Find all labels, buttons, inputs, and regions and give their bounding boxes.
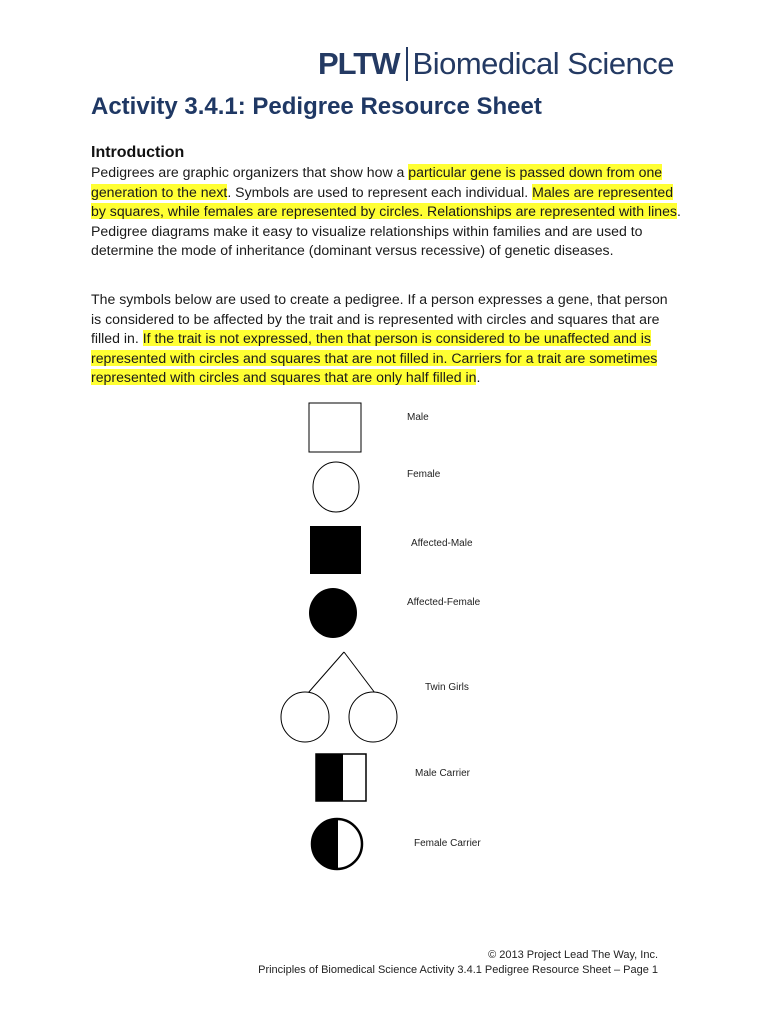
section-heading-introduction: Introduction	[91, 144, 185, 161]
pedigree-symbols-legend	[270, 395, 530, 885]
affected-male-symbol	[310, 526, 361, 574]
intro-paragraph-1	[91, 163, 681, 261]
twin-girl-left-symbol	[281, 692, 329, 742]
logo-text: Biomedical Science	[412, 46, 675, 81]
symbol-label-twin-girls: Twin Girls	[425, 682, 469, 693]
intro-p1-highlight-1: particular gene is passed down from one generation to the next	[91, 164, 663, 200]
male-carrier-fill	[316, 754, 343, 801]
twin-line-right	[344, 652, 375, 693]
intro-p2-highlight: If the trait is not expressed, then that person is considered to be unaffected and is represented with circles and squares that are not filled in. Carriers for a trait are sometimes represented with circles and squares that are only half filled in	[91, 330, 658, 385]
twin-girl-right-symbol	[349, 692, 397, 742]
pedigree-symbols-figure	[270, 395, 530, 885]
intro-p1-highlight-2: Males are represented by squares, while females are represented by circles. Relationships are represented with lines	[91, 183, 677, 219]
symbol-label-male: Male	[407, 412, 429, 423]
page-title: Activity 3.4.1: Pedigree Resource Sheet	[91, 93, 542, 120]
logo-divider	[406, 47, 408, 81]
symbol-label-male-carrier: Male Carrier	[415, 768, 471, 779]
symbol-label-female: Female	[407, 469, 441, 480]
female-symbol	[313, 462, 359, 512]
symbol-label-female-carrier: Female Carrier	[414, 838, 481, 849]
symbol-label-affected-male: Affected-Male	[411, 538, 473, 549]
footer-copyright: © 2013 Project Lead The Way, Inc.	[488, 949, 658, 961]
female-carrier-fill	[312, 819, 337, 869]
intro-paragraph-2	[91, 290, 681, 388]
symbol-label-affected-female: Affected-Female	[407, 597, 481, 608]
intro-p1-text-b: . Symbols are used to represent each individual.	[227, 183, 533, 200]
intro-p1-text-a: Pedigrees are graphic organizers that show how a	[91, 164, 409, 180]
twin-line-left	[308, 652, 344, 693]
pltw-logo	[318, 44, 674, 84]
intro-p2-text-b: .	[476, 369, 481, 385]
intro-p1-text-c: . Pedigree diagrams make it easy to visualize relationships within families and are used to determine the mode of inheritance (dominant versus recessive) of genetic diseases.	[91, 203, 681, 258]
footer-page-line: Principles of Biomedical Science Activity 3.4.1 Pedigree Resource Sheet – Page 1	[258, 964, 658, 976]
intro-p2-text-a: The symbols below are used to create a pedigree. If a person expresses a gene, that person is considered to be affected by the trait and is represented with circles and squares that are filled in.	[91, 291, 668, 346]
affected-female-symbol	[309, 588, 357, 638]
male-symbol	[309, 403, 361, 452]
logo-mark: PLTW	[318, 46, 400, 81]
